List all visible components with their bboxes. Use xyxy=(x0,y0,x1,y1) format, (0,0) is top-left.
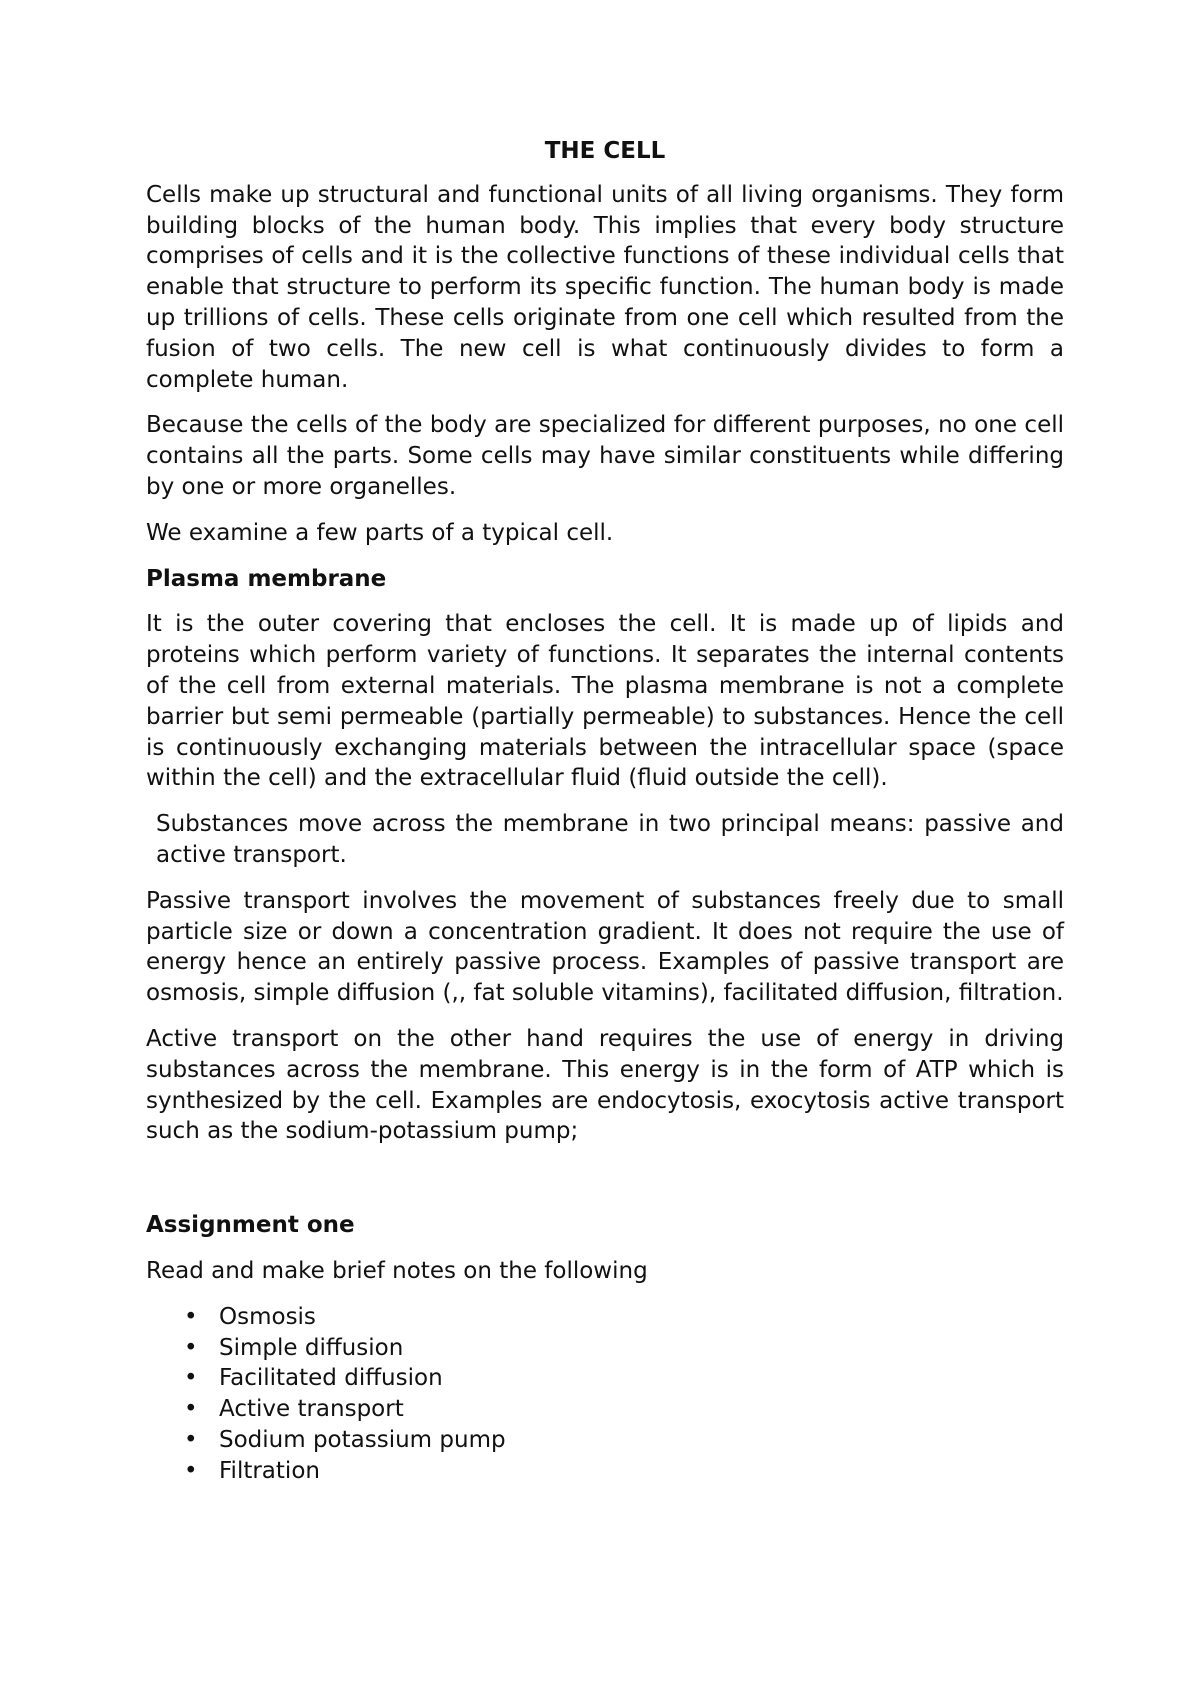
list-item xyxy=(146,1394,1064,1425)
list-item-label: Osmosis xyxy=(219,1303,316,1330)
list-item xyxy=(146,1302,1064,1333)
document-page xyxy=(146,136,1064,1486)
active-transport-paragraph: Active transport on the other hand requires the use of energy in driving substances across the membrane. This energy is in the form of ATP which is synthesized by the cell. Examples are endocytosis, exocytosis active transport such as the sodium-potassium pump; xyxy=(146,1025,1064,1145)
list-item-label: Active transport xyxy=(219,1396,404,1423)
assignment-list xyxy=(146,1302,1064,1487)
bullet-icon: • xyxy=(184,1303,198,1330)
list-item xyxy=(146,1456,1064,1487)
bullet-icon: • xyxy=(184,1457,198,1484)
list-item xyxy=(146,1425,1064,1456)
bullet-icon: • xyxy=(184,1334,198,1361)
assignment-heading: Assignment one xyxy=(146,1212,355,1239)
list-item xyxy=(146,1333,1064,1364)
list-item-label: Facilitated diffusion xyxy=(219,1365,443,1392)
bullet-icon: • xyxy=(184,1426,198,1453)
bullet-icon: • xyxy=(184,1365,198,1392)
passive-transport-paragraph: Passive transport involves the movement of substances freely due to small particle size or down a concentration gradient. It does not require the use of energy hence an entirely passive process. Examples of passive transport are osmosis, simple diffusion (,, fat soluble vitamins), facilitated diffusion, filtration. xyxy=(146,887,1064,1007)
intro-paragraph-2: Because the cells of the body are specialized for different purposes, no one cell contains all the parts. Some cells may have similar constituents while differing by one or more organelles. xyxy=(146,412,1064,500)
assignment-instruction: Read and make brief notes on the following xyxy=(146,1257,648,1284)
plasma-membrane-paragraph-2: Substances move across the membrane in two principal means: passive and active transport. xyxy=(156,811,1064,868)
list-item xyxy=(146,1363,1064,1394)
plasma-membrane-paragraph-1: It is the outer covering that encloses the cell. It is made up of lipids and proteins which perform variety of functions. It separates the internal contents of the cell from external materials. The plasma membrane is not a complete barrier but semi permeable (partially permeable) to substances. Hence the cell is continuously exchanging materials between the intracellular space (space within the cell) and the extracellular fluid (fluid outside the cell). xyxy=(146,611,1064,792)
bullet-icon: • xyxy=(184,1396,198,1423)
intro-paragraph-3: We examine a few parts of a typical cell. xyxy=(146,519,614,546)
plasma-membrane-heading: Plasma membrane xyxy=(146,565,387,592)
list-item-label: Filtration xyxy=(219,1457,320,1484)
list-item-label: Simple diffusion xyxy=(219,1334,404,1361)
document-title: THE CELL xyxy=(544,138,666,164)
list-item-label: Sodium potassium pump xyxy=(219,1426,506,1453)
intro-paragraph-1: Cells make up structural and functional units of all living organisms. They form building blocks of the human body. This implies that every body structure comprises of cells and it is the collective functions of these individual cells that enable that structure to perform its specific function. The human body is made up trillions of cells. These cells originate from one cell which resulted from the fusion of two cells. The new cell is what continuously divides to form a complete human. xyxy=(146,181,1064,393)
